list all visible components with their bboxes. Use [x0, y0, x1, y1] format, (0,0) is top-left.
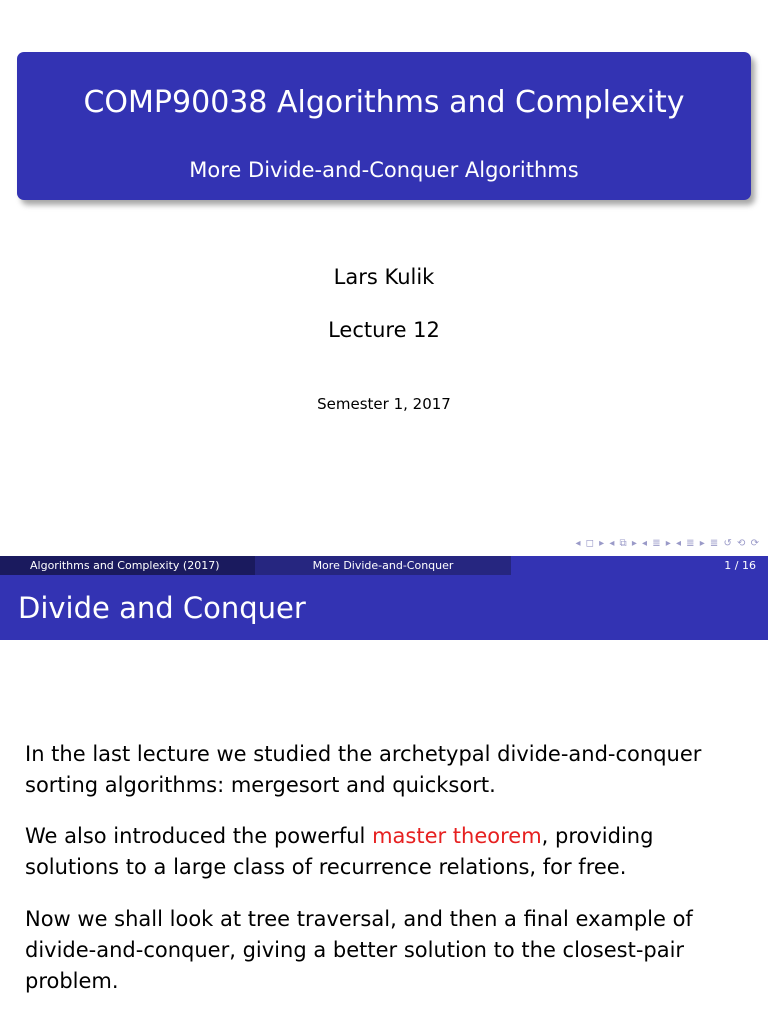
presentation-title: COMP90038 Algorithms and Complexity [83, 85, 685, 120]
author-name: Lars Kulik [333, 265, 435, 289]
frame-title-bar [0, 575, 768, 640]
footer-topic: More Divide-and-Conquer [255, 556, 511, 575]
lecture-date: Semester 1, 2017 [317, 395, 451, 413]
beamer-navigation-icons[interactable]: ◂ ◻ ▸ ◂ ⧉ ▸ ◂ ≣ ▸ ◂ ≣ ▸ ≣ ↺ ⟲ ⟳ [575, 538, 760, 549]
footer-course: Algorithms and Complexity (2017) [0, 556, 255, 575]
lecture-number: Lecture 12 [328, 318, 440, 342]
slide-footer [0, 556, 768, 575]
paragraph-2-end: , providing solutions to a large class of recurrence relations, for free. [25, 824, 654, 879]
paragraph-2 [25, 821, 745, 883]
paragraph-1: In the last lecture we studied the archetypal divide-and-conquer sorting algorithms: mergesort and quicksort. [25, 742, 702, 797]
title-box [17, 52, 751, 200]
frame-title: Divide and Conquer [18, 591, 306, 625]
master-theorem-highlight: master theorem [372, 824, 542, 848]
paragraph-3: Now we shall look at tree traversal, and then a final example of divide-and-conquer, giving a better solution to the closest-pair problem. [25, 907, 693, 993]
footer-page-number: 1 / 16 [511, 556, 768, 575]
presentation-subtitle: More Divide-and-Conquer Algorithms [189, 158, 579, 182]
paragraph-2-start: We also introduced the powerful [25, 824, 373, 848]
